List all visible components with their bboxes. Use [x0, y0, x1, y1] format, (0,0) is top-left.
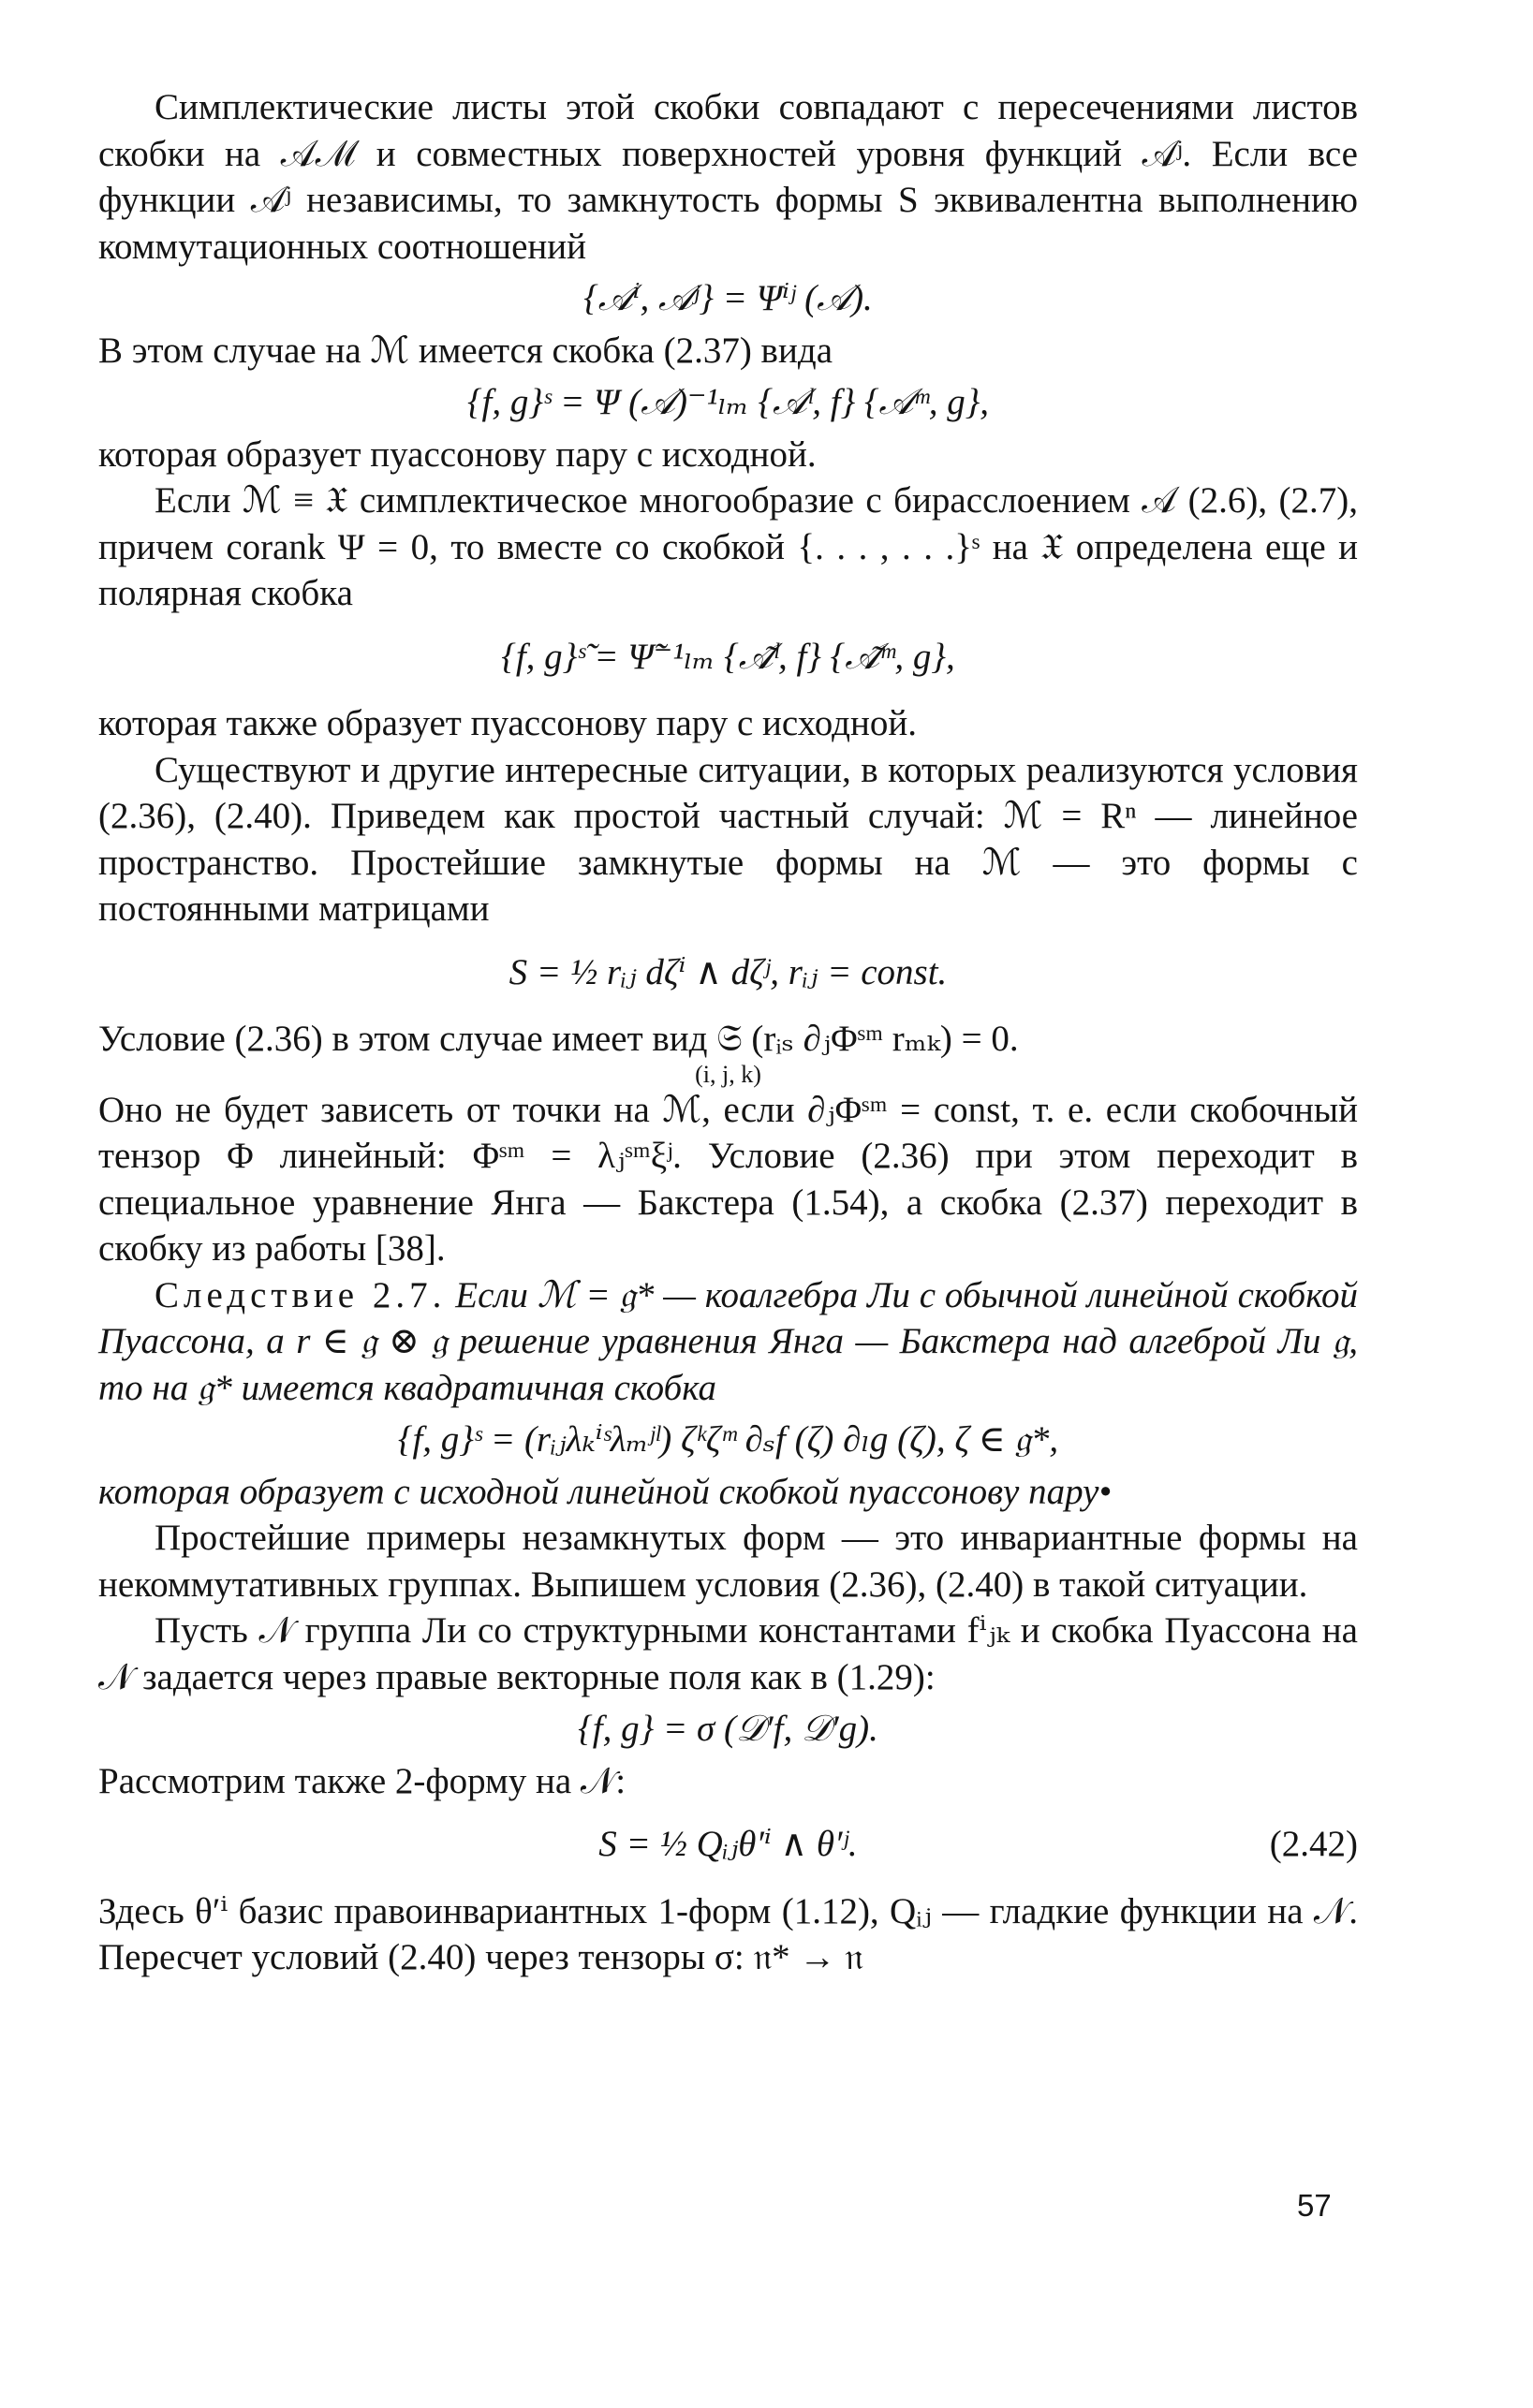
corollary-2-7	[98, 1272, 1358, 1412]
equation-right-vector-fields: {f, g} = σ (𝒟′f, 𝒟′g).	[578, 1709, 878, 1749]
paragraph-symplectic-leaves: Симплектические листы этой скобки совпадают с пересечениями листов скобки на 𝒜ℳ и совместных поверхностей уровня функций 𝒜ʲ. Если все функции 𝒜ʲ независимы, то замкнутость формы S эквивалентна выполнению коммутационных соотношений	[98, 87, 1358, 267]
page-body	[98, 84, 1358, 1981]
equation-2-42-body: S = ½ Qᵢⱼθ′ⁱ ∧ θ′ʲ.	[598, 1824, 858, 1864]
paragraph-poisson-pair-2: которая также образует пуассонову пару с исходной.	[98, 703, 917, 743]
equation-commutation: {𝒜ⁱ, 𝒜ʲ} = Ψⁱʲ (𝒜).	[583, 278, 873, 318]
corollary-label: Следствие 2.7.	[155, 1274, 447, 1315]
equation-polar-bracket: {f, g}ˢ̃ = Ψ̃⁻¹ₗₘ {𝒜̃ˡ, f} {𝒜̃ᵐ, g},	[501, 636, 955, 677]
equation-bracket-s: {f, g}ˢ = Ψ (𝒜)⁻¹ₗₘ {𝒜ˡ, f} {𝒜ᵐ, g},	[466, 382, 990, 422]
corollary-conclusion: которая образует с исходной линейной скобкой пуассонову пару•	[98, 1471, 1113, 1512]
paragraph-bracket-intro: В этом случае на ℳ имеется скобка (2.37) вида	[98, 330, 833, 371]
corollary-text: Если ℳ = 𝔤* — коалгебра Ли с обычной линейной скобкой Пуассона, а r ∈ 𝔤 ⊗ 𝔤 решение уравнения Янга — Бакстера над алгеброй Ли 𝔤, то на 𝔤* имеется квадратичная скобка	[98, 1274, 1359, 1408]
equation-quadratic-bracket: {f, g}ˢ = (rᵢⱼλₖⁱˢλₘʲˡ) ζᵏζᵐ ∂ₛf (ζ) ∂ₗg (ζ), ζ ∈ 𝔤*,	[397, 1419, 1059, 1460]
equation-2-42-number: (2.42)	[1269, 1824, 1358, 1864]
paragraph-right-invariant-basis: Здесь θ′ⁱ базис правоинвариантных 1-форм (1.12), Qᵢⱼ — гладкие функции на 𝒩. Пересчет условий (2.40) через тензоры σ: 𝔫* → 𝔫	[98, 1890, 1358, 1977]
paragraph-condition: Условие (2.36) в этом случае имеет вид 𝔖 (rᵢₛ ∂ⱼΦˢᵐ rₘₖ) = 0.	[98, 1019, 1019, 1059]
paragraph-two-form: Рассмотрим также 2-форму на 𝒩:	[98, 1760, 626, 1801]
paragraph-other-situations: Существуют и другие интересные ситуации, в которых реализуются условия (2.36), (2.40). Приведем как простой частный случай: ℳ = Rⁿ — линейное пространство. Простейшие замкнутые формы на ℳ — это формы с постоянными матрицами	[98, 749, 1358, 929]
paragraph-poisson-pair: которая образует пуассонову пару с исходной.	[98, 433, 817, 475]
page-number: 57	[1297, 2188, 1332, 2223]
equation-2-42	[98, 1821, 1358, 1868]
paragraph-nonclosed-forms: Простейшие примеры незамкнутых форм — это инвариантные формы на некоммутативных группах. Выпишем условия (2.36), (2.40) в такой ситуации.	[98, 1518, 1358, 1605]
paragraph-lie-group: Пусть 𝒩 группа Ли со структурными константами fⁱⱼₖ и скобка Пуассона на 𝒩 задается через правые векторные поля как в (1.29):	[98, 1610, 1358, 1697]
equation-constant-form: S = ½ rᵢⱼ dζⁱ ∧ dζʲ, rᵢⱼ = const.	[509, 951, 948, 992]
paragraph-linear-tensor: Оно не будет зависеть от точки на ℳ, если ∂ⱼΦˢᵐ = const, т. е. если скобочный тензор Φ линейный: Φˢᵐ = λⱼˢᵐξʲ. Условие (2.36) при этом переходит в специальное уравнение Янга — Бакстера (1.54), а скобка (2.37) переходит в скобку из работы [38].	[98, 1089, 1358, 1269]
paragraph-symplectic-manifold: Если ℳ ≡ 𝔛 симплектическое многообразие с бирасслоением 𝒜 (2.6), (2.7), причем corank Ψ = 0, то вместе со скобкой {. . . , . . .}ˢ на 𝔛 определена еще и полярная скобка	[98, 480, 1358, 613]
cyclic-sum-index: (i, j, k)	[695, 1060, 761, 1088]
